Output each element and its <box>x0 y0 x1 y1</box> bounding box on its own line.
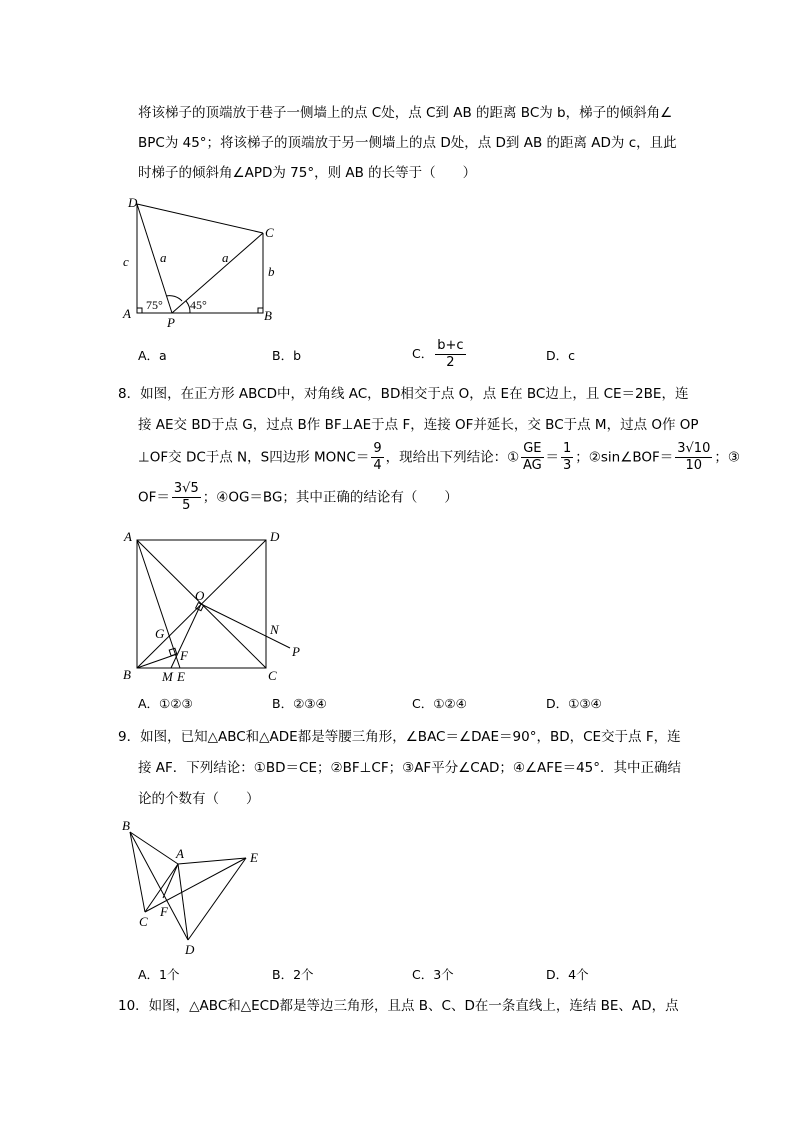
point-label: B <box>123 667 131 682</box>
text: ，现给出下列结论：① <box>385 449 520 466</box>
denominator: 4 <box>373 458 382 473</box>
point-label: c <box>123 254 129 269</box>
point-label: 75° <box>146 298 163 312</box>
point-label: P <box>292 644 300 659</box>
q9-option-a[interactable]: A．1个 <box>138 967 180 982</box>
text: ；④OG＝BG；其中正确的结论有（ ） <box>202 489 458 506</box>
q7-option-d[interactable]: D．c <box>546 348 575 363</box>
q7-line: 时梯子的倾斜角∠APD为 75°，则 AB 的长等于（ ） <box>138 165 477 181</box>
q9-option-d[interactable]: D．4个 <box>546 967 589 982</box>
q7-line: BPC为 45°；将该梯子的顶端放于另一侧墙上的点 D处，点 D到 AB 的距离 AD为 c，且此 <box>138 135 677 151</box>
numerator: 1 <box>563 441 572 456</box>
text: ＝ <box>545 449 559 466</box>
point-label: C <box>139 914 148 929</box>
numerator: GE <box>523 441 542 456</box>
q9-line: 9．如图，已知△ABC和△ADE都是等腰三角形，∠BAC＝∠DAE＝90°，BD，CE交于点 F，连 <box>118 729 681 745</box>
point-label: B <box>122 818 130 833</box>
denominator: 10 <box>685 458 703 473</box>
numerator: 3√5 <box>173 481 199 496</box>
point-label: D <box>128 195 138 210</box>
q7-figure <box>137 204 263 313</box>
q9-line: 论的个数有（ ） <box>138 791 260 807</box>
point-label: E <box>177 669 185 684</box>
point-label: b <box>268 264 275 279</box>
q7-option-b[interactable]: B．b <box>272 348 302 363</box>
denominator: 3 <box>563 458 572 473</box>
q8-line <box>138 441 740 474</box>
q8-option-a[interactable]: A．①②③ <box>138 696 193 711</box>
q8-line: 接 AE交 BD于点 G，过点 B作 BF⊥AE于点 F，连接 OF并延长，交 BC于点 M，过点 O作 OP <box>138 417 699 433</box>
point-label: B <box>264 308 272 323</box>
point-label: 45° <box>190 298 207 312</box>
point-label: C <box>268 668 277 683</box>
point-label: O <box>195 588 205 603</box>
numerator: 9 <box>373 441 382 456</box>
text: OF＝ <box>138 489 170 506</box>
fraction <box>172 481 201 514</box>
point-label: D <box>270 529 280 544</box>
q8-option-b[interactable]: B．②③④ <box>272 696 327 711</box>
fraction <box>435 338 465 371</box>
fraction <box>561 441 573 474</box>
point-label: A <box>124 529 132 544</box>
point-label: a <box>222 250 229 265</box>
q9-line: 接 AF．下列结论：①BD＝CE；②BF⊥CF；③AF平分∠CAD；④∠AFE＝45°．其中正确结 <box>138 760 682 776</box>
point-label: M <box>162 669 173 684</box>
point-label: D <box>185 942 195 957</box>
fraction <box>675 441 712 474</box>
numerator: b+c <box>437 338 464 353</box>
point-label: N <box>270 622 279 637</box>
numerator: 3√10 <box>677 441 711 456</box>
q8-figure <box>137 540 290 668</box>
q9-option-b[interactable]: B．2个 <box>272 967 314 982</box>
q8-option-c[interactable]: C．①②④ <box>412 696 467 711</box>
point-label: a <box>160 250 167 265</box>
fraction <box>371 441 383 474</box>
q8-option-d[interactable]: D．①③④ <box>546 696 602 711</box>
q9-option-c[interactable]: C．3个 <box>412 967 454 982</box>
point-label: G <box>155 626 165 641</box>
point-label: C <box>265 225 274 240</box>
fraction <box>521 441 543 474</box>
denominator: 2 <box>446 355 455 370</box>
point-label: P <box>167 315 175 330</box>
denominator: 5 <box>182 498 191 513</box>
q10-line: 10．如图，△ABC和△ECD都是等边三角形，且点 B、C、D在一条直线上，连结 BE、AD，点 <box>118 998 679 1014</box>
text: ⊥OF交 DC于点 N，S四边形 MONC＝ <box>138 449 370 466</box>
q7-option-a[interactable]: A．a <box>138 348 167 363</box>
point-label: F <box>180 648 188 663</box>
q8-line <box>138 481 458 514</box>
q8-line: 8．如图，在正方形 ABCD中，对角线 AC，BD相交于点 O，点 E在 BC边上，且 CE＝2BE，连 <box>118 386 689 402</box>
point-label: A <box>176 846 184 861</box>
denominator: AG <box>522 458 542 473</box>
point-label: E <box>250 850 258 865</box>
point-label: A <box>123 306 131 321</box>
text: ；③ <box>714 449 740 466</box>
q7-line: 将该梯子的顶端放于巷子一侧墙上的点 C处，点 C到 AB 的距离 BC为 b，梯子的倾斜角∠ <box>138 105 673 121</box>
option-label: C． <box>412 346 434 361</box>
q7-labels <box>122 195 275 330</box>
text: ；②sin∠BOF＝ <box>575 449 674 466</box>
point-label: F <box>160 904 168 919</box>
q7-option-c[interactable] <box>412 338 468 371</box>
